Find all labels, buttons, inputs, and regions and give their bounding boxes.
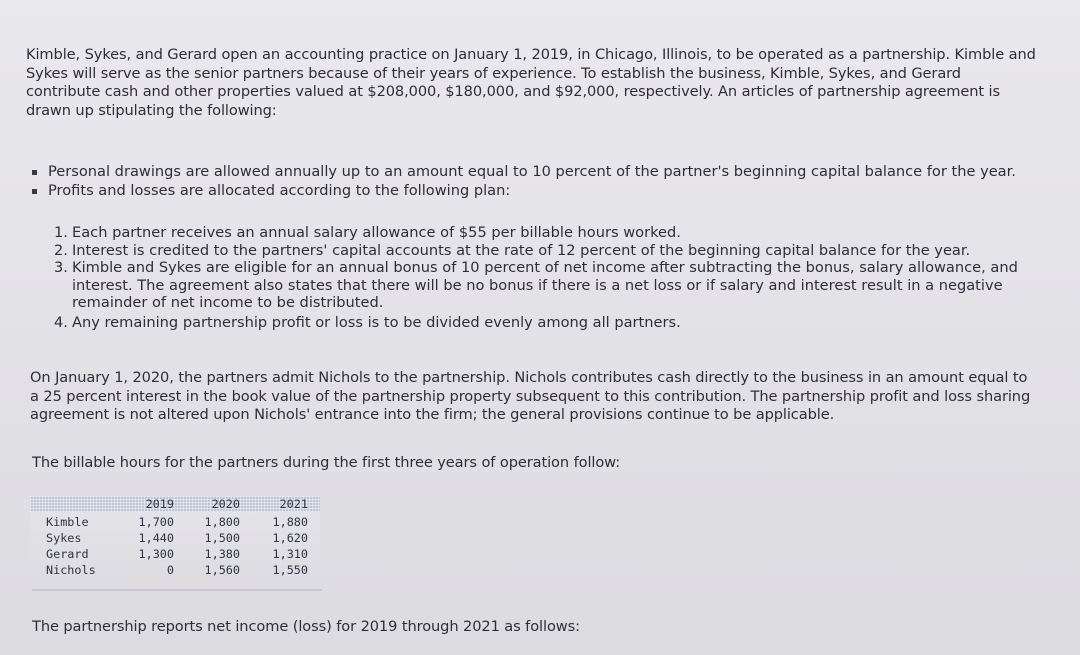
table-divider [32, 589, 322, 591]
plan-item-number: 3. [54, 259, 68, 277]
hours-2021: 1,310 [272, 547, 308, 561]
hours-2019: 1,300 [138, 547, 174, 561]
hours-2019: 0 [166, 563, 174, 577]
plan-item-number: 2. [54, 241, 68, 259]
table-row [30, 514, 320, 530]
table-row [30, 530, 320, 546]
agreement-bullets [30, 163, 1040, 200]
plan-item-text: Each partner receives an annual salary allowance of $55 per billable hours worked. [72, 224, 681, 241]
plan-item-salary [54, 224, 1039, 242]
intro-paragraph: Kimble, Sykes, and Gerard open an accounting practice on January 1, 2019, in Chicago, Illinois, to be operated as a partnership. Kimble and Sykes will serve as the senior partners because of their years of experience. To establish the business, Kimble, Sykes, and Gerard contribute cash and other properties valued at $208,000, $180,000, and $92,000, respectively. An articles of partnership agreement is drawn up stipulating the following: [26, 46, 1036, 119]
header-2019: 2019 [145, 497, 174, 511]
plan-item-text: Any remaining partnership profit or loss is to be divided evenly among all partners. [72, 313, 681, 331]
plan-item-interest [54, 242, 1039, 260]
header-2021: 2021 [279, 497, 308, 511]
nichols-paragraph: On January 1, 2020, the partners admit Nichols to the partnership. Nichols contributes cash directly to the business in an amount equal to a 25 percent interest in the book value of the partnership property subsequent to this contribution. The partnership profit and loss sharing agreement is not altered upon Nichols' entrance into the firm; the general provisions continue to be applicable. [30, 369, 1031, 423]
partner-name: Kimble [46, 515, 89, 529]
plan-item-bonus [54, 259, 1039, 312]
billable-hours-intro: The billable hours for the partners during the first three years of operation follow: [32, 454, 621, 471]
hours-2021: 1,550 [272, 563, 308, 577]
hours-2019: 1,440 [138, 531, 174, 545]
partner-name: Sykes [46, 531, 82, 545]
plan-item-number: 1. [54, 224, 68, 241]
allocation-plan [54, 224, 1039, 332]
plan-item-text: Interest is credited to the partners' capital accounts at the rate of 12 percent of the beginning capital balance for the year. [72, 241, 971, 259]
plan-item-remainder [54, 314, 1039, 332]
partner-name: Nichols [46, 563, 96, 577]
bullet-drawings: Personal drawings are allowed annually up to an amount equal to 10 percent of the partner's beginning capital balance for the year. [30, 163, 1040, 182]
table-body [30, 512, 320, 578]
bullet-allocation: Profits and losses are allocated according to the following plan: [30, 182, 1040, 201]
hours-2021: 1,620 [272, 531, 308, 545]
net-income-intro: The partnership reports net income (loss) for 2019 through 2021 as follows: [32, 618, 580, 635]
hours-2020: 1,560 [204, 563, 240, 577]
plan-item-text: Kimble and Sykes are eligible for an annual bonus of 10 percent of net income after subtracting the bonus, salary allowance, and interest. The agreement also states that there will be no bonus if there is a net loss or if salary and interest result in a negative remainder of net income to be distributed. [72, 259, 1018, 312]
hours-2020: 1,380 [204, 547, 240, 561]
table-header-row [30, 496, 320, 512]
table-row [30, 546, 320, 562]
header-2020: 2020 [211, 497, 240, 511]
hours-2020: 1,800 [204, 515, 240, 529]
hours-2020: 1,500 [204, 531, 240, 545]
plan-item-number: 4. [54, 313, 68, 331]
table-row [30, 562, 320, 578]
billable-hours-table [30, 496, 320, 578]
hours-2021: 1,880 [272, 515, 308, 529]
partner-name: Gerard [46, 547, 89, 561]
hours-2019: 1,700 [138, 515, 174, 529]
